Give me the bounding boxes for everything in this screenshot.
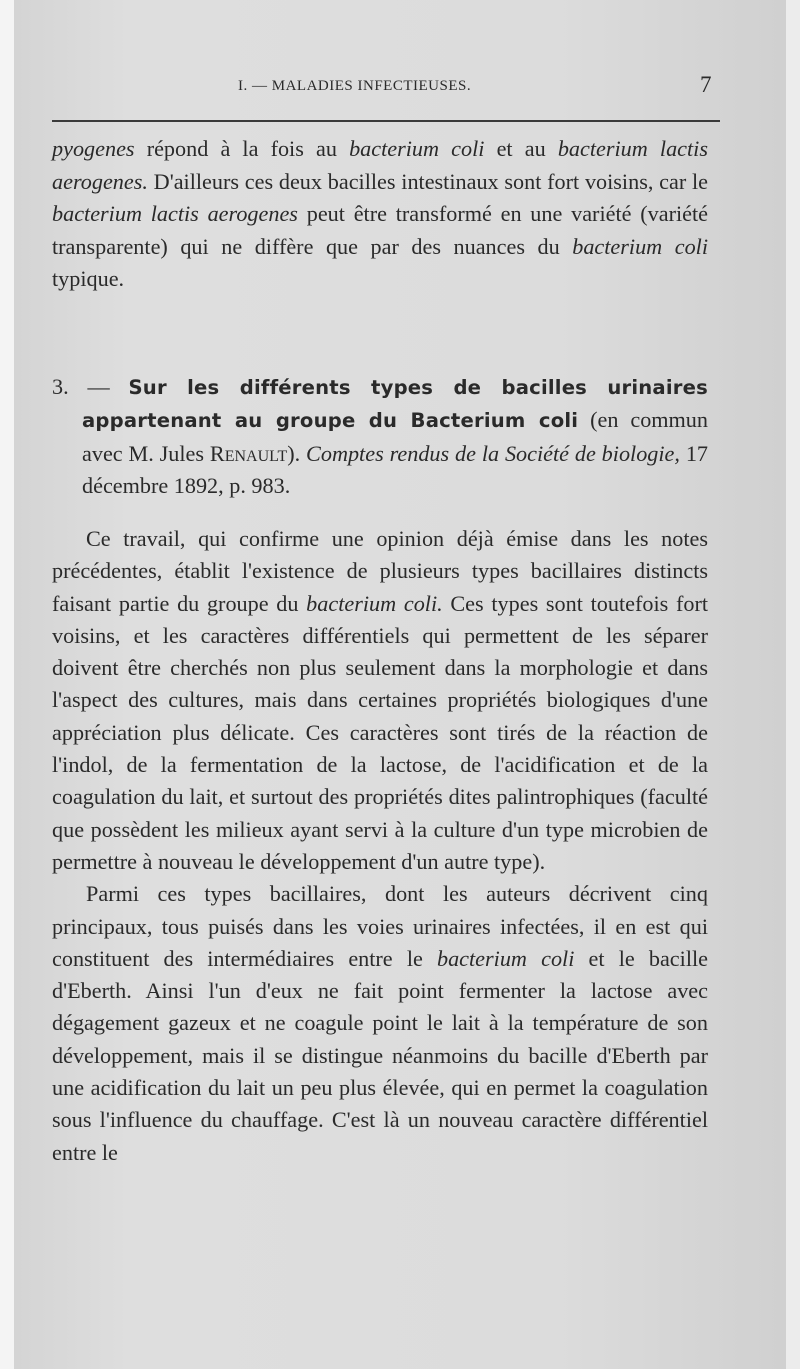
entry-title: Sur les différents types de bacilles urinaires appartenant au groupe du Bacterium coli [82, 376, 708, 433]
paragraph-continuation [52, 133, 708, 296]
text-run: D'ailleurs ces deux bacilles intestinaux sont fort voisins, car le [147, 168, 708, 194]
italic-term: bacterium coli. [306, 590, 443, 616]
text-run: et le bacille d'Eberth. Ainsi l'un d'eux ne fait point fermenter la lactose avec dégagement gazeux et ne coagule point le lait à la température de son développement, mais il se distingue néanmoins du bacille d'Eberth par une acidification du lait un peu plus élevée, qui en permet la coagulation sous l'influence du chauffage. C'est là un nouveau caractère différentiel entre le [52, 945, 708, 1165]
text-run: (en commun avec M. Jules [82, 407, 708, 466]
text-run: Ce travail, qui confirme une opinion déjà émise dans les notes précédentes, établit l'existence de plusieurs types bacillaires distincts faisant partie du groupe du [52, 526, 708, 616]
reference-entry [52, 371, 708, 503]
scan-left-margin [0, 0, 14, 1369]
publication-date: 17 décembre 1892, p. 983. [82, 440, 709, 499]
paragraph-1 [52, 133, 708, 296]
entry-number: 3. — [52, 374, 129, 399]
paragraph-3 [52, 878, 708, 1169]
text-run: peut être transformé en une variété (variété transparente) qui ne diffère que par des nuances du [52, 201, 708, 259]
running-header [50, 72, 720, 102]
italic-term: bacterium coli [349, 136, 485, 161]
bibliographic-entry-3 [52, 371, 708, 503]
coauthor-name: Renault [209, 440, 288, 466]
summary-text [52, 523, 708, 1169]
italic-term: pyogenes [52, 136, 135, 161]
italic-term: bacterium coli [572, 233, 709, 259]
page-number: 7 [700, 72, 712, 97]
text-run: répond à la fois au [134, 136, 350, 161]
scan-right-margin [786, 0, 800, 1369]
italic-term: bacterium lactis aerogenes [52, 201, 298, 227]
text-run: typique. [52, 266, 125, 292]
text-run: et au [484, 136, 558, 161]
italic-term: bacterium lactis aerogenes. [52, 136, 708, 194]
journal-title: Comptes rendus de la Société de biologie, [306, 440, 680, 466]
text-run: ). [287, 440, 307, 466]
text-run: Parmi ces types bacillaires, dont les auteurs décrivent cinq principaux, tous puisés dans les voies urinaires infectées, il en est qui constituent des intermédiaires entre le [52, 881, 708, 971]
italic-term: bacterium coli [436, 945, 575, 971]
paragraph-2 [52, 523, 708, 878]
header-rule [52, 120, 720, 122]
running-title: I. — MALADIES INFECTIEUSES. [238, 78, 472, 94]
text-run: Ces types sont toutefois fort voisins, et les caractères différentiels qui permettent de les séparer doivent être cherchés non plus seulement dans la morphologie et dans l'aspect des cultures, mais dans certaines propriétés biologiques d'une appréciation plus délicate. Ces caractères sont tirés de la réaction de l'indol, de la fermentation de la lactose, de l'acidification et de la coagulation du lait, et surtout des propriétés dites palintrophiques (faculté que possèdent les milieux ayant servi à la culture d'un type microbien de permettre à nouveau le développement d'un autre type). [52, 590, 708, 874]
